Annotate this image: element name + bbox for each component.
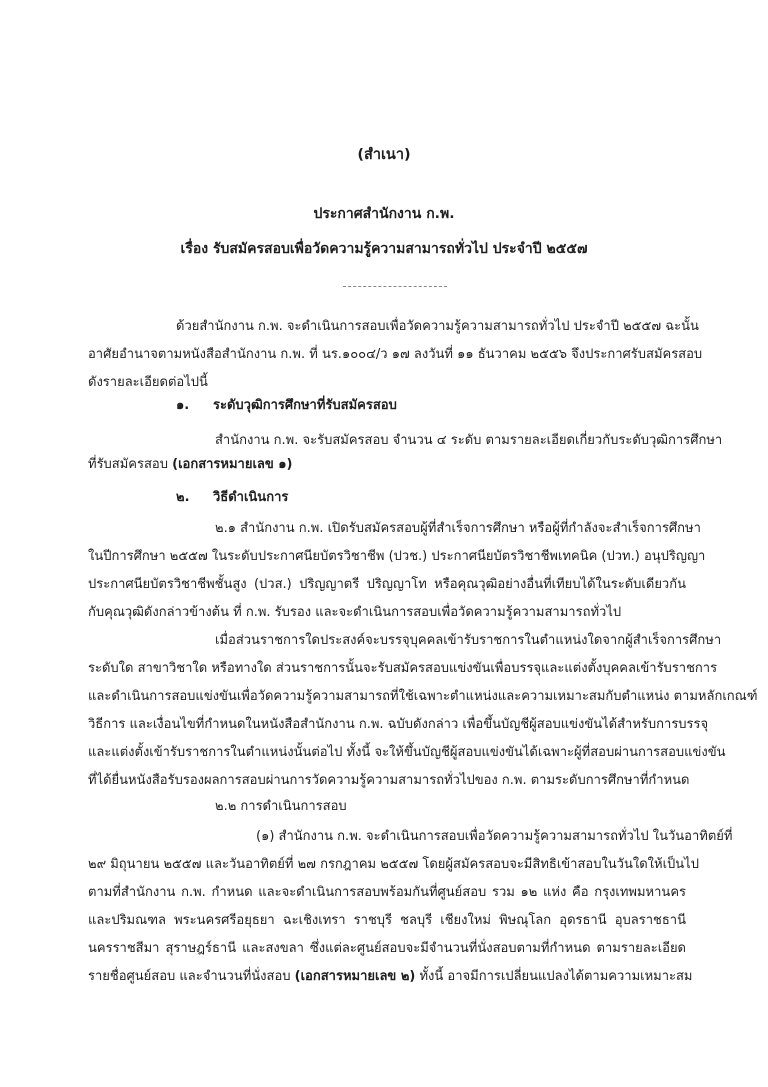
section-1-number: ๑.	[176, 398, 190, 413]
subject-line: เรื่อง รับสมัครสอบเพื่อวัดความรู้ความสามารถทั่วไป ประจำปี ๒๕๕๗	[180, 241, 588, 257]
para-2-2-heading: ๒.๒ การดำเนินการสอบ	[215, 799, 347, 814]
section-1-line-2	[88, 456, 292, 474]
para-2-2-1-line-1: (๑) สำนักงาน ก.พ. จะดำเนินการสอบเพื่อวัดความรู้ความสามารถทั่วไป ในวันอาทิตย์ที่	[256, 829, 733, 844]
last-line-pre: รายชื่อศูนย์สอบ และจำนวนที่นั่งสอบ	[88, 969, 291, 984]
attachment-2-ref: (เอกสารหมายเลข ๒)	[294, 969, 416, 984]
section-2-number: ๒.	[176, 490, 190, 505]
section-1-line-1: สำนักงาน ก.พ. จะรับสมัครสอบ จำนวน ๔ ระดับ ตามรายละเอียดเกี่ยวกับระดับวุฒิการศึกษา	[215, 433, 723, 448]
attachment-1-ref: (เอกสารหมายเลข ๑)	[172, 457, 293, 472]
copy-label: (สำเนา)	[357, 147, 411, 163]
para-2-1-line-1: ๒.๑ สำนักงาน ก.พ. เปิดรับสมัครสอบผู้ที่สำเร็จการศึกษา หรือผู้ที่กำลังจะสำเร็จการศึกษา	[215, 521, 701, 536]
intro-line-3: ดังรายละเอียดต่อไปนี้	[88, 375, 208, 390]
section-1-heading: ระดับวุฒิการศึกษาที่รับสมัครสอบ	[213, 398, 397, 413]
last-line-post: ทั้งนี้ อาจมีการเปลี่ยนแปลงได้ตามความเหมาะสม	[419, 969, 693, 984]
intro-line-1: ด้วยสำนักงาน ก.พ. จะดำเนินการสอบเพื่อวัดความรู้ความสามารถทั่วไป ประจำปี ๒๕๕๗ ฉะนั้น	[176, 319, 699, 334]
para-2-1b-line-3: และดำเนินการสอบแข่งขันเพื่อวัดความรู้ความสามารถที่ใช้เฉพาะตำแหน่งและความเหมาะสมกับตำแหน่ง ตามหลักเกณฑ์	[88, 689, 758, 704]
section-1-line-2-text: ที่รับสมัครสอบ	[88, 457, 168, 472]
title-divider	[343, 286, 447, 287]
para-2-2-1-line-6	[88, 968, 693, 986]
para-2-1-line-4: กับคุณวุฒิดังกล่าวข้างต้น ที่ ก.พ. รับรอง และจะดำเนินการสอบเพื่อวัดความรู้ความสามารถทั่วไป	[88, 605, 622, 620]
para-2-1-line-3: ประกาศนียบัตรวิชาชีพชั้นสูง (ปวส.) ปริญญาตรี ปริญญาโท หรือคุณวุฒิอย่างอื่นที่เทียบได้ในระดับเดียวกัน	[88, 577, 686, 592]
para-2-1-line-2: ในปีการศึกษา ๒๕๕๗ ในระดับประกาศนียบัตรวิชาชีพ (ปวช.) ประกาศนียบัตรวิชาชีพเทคนิค (ปวท.) อนุปริญญา	[88, 549, 706, 564]
intro-line-2: อาศัยอำนาจตามหนังสือสำนักงาน ก.พ. ที่ นร.๑๐๐๔/ว ๑๗ ลงวันที่ ๑๑ ธันวาคม ๒๕๕๖ จึงประกาศรับสมัครสอบ	[88, 347, 703, 362]
para-2-1b-line-5: และแต่งตั้งเข้ารับราชการในตำแหน่งนั้นต่อไป ทั้งนี้ จะให้ขึ้นบัญชีผู้สอบแข่งขันได้เฉพาะผู้ที่สอบผ่านการสอบแข่งขัน	[88, 745, 726, 760]
announcement-title: ประกาศสำนักงาน ก.พ.	[313, 206, 455, 222]
para-2-1b-line-1: เมื่อส่วนราชการใดประสงค์จะบรรจุบุคคลเข้ารับราชการในตำแหน่งใดจากผู้สำเร็จการศึกษา	[215, 633, 722, 648]
para-2-1b-line-2: ระดับใด สาขาวิชาใด หรือทางใด ส่วนราชการนั้นจะรับสมัครสอบแข่งขันเพื่อบรรจุและแต่งตั้งบุคคลเข้ารับราชการ	[88, 661, 718, 676]
para-2-2-1-line-5: นครราชสีมา สุราษฎร์ธานี และสงขลา ซึ่งแต่ละศูนย์สอบจะมีจำนวนที่นั่งสอบตามที่กำหนด ตามรายละเอียด	[88, 941, 686, 956]
para-2-2-1-line-2: ๒๙ มิถุนายน ๒๕๕๗ และวันอาทิตย์ที่ ๒๗ กรกฎาคม ๒๕๕๗ โดยผู้สมัครสอบจะมีสิทธิเข้าสอบในวันใดให้เป็นไป	[88, 857, 699, 872]
para-2-2-1-line-4: และปริมณฑล พระนครศรีอยุธยา ฉะเชิงเทรา ราชบุรี ชลบุรี เชียงใหม่ พิษณุโลก อุดรธานี อุบลราชธานี	[88, 913, 686, 928]
para-2-1b-line-6: ที่ได้ยื่นหนังสือรับรองผลการสอบผ่านการวัดความรู้ความสามารถทั่วไปของ ก.พ. ตามระดับการศึกษาที่กำหนด	[88, 773, 690, 788]
section-2-heading: วิธีดำเนินการ	[213, 490, 289, 505]
para-2-1b-line-4: วิธีการ และเงื่อนไขที่กำหนดในหนังสือสำนักงาน ก.พ. ฉบับดังกล่าว เพื่อขึ้นบัญชีผู้สอบแข่งขันได้สำหรับการบรรจุ	[88, 717, 709, 732]
para-2-2-1-line-3: ตามที่สำนักงาน ก.พ. กำหนด และจะดำเนินการสอบพร้อมกันที่ศูนย์สอบ รวม ๑๒ แห่ง คือ กรุงเทพมหานคร	[88, 885, 686, 900]
